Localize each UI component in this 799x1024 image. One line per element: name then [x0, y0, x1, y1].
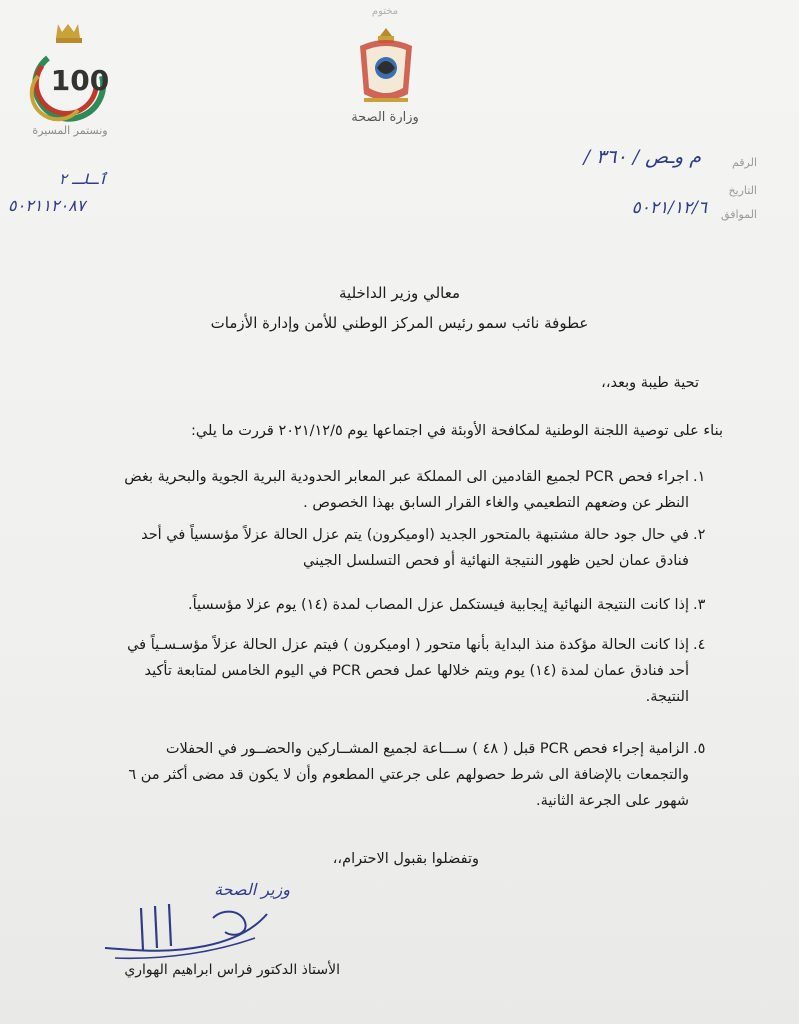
item-number: ٤. [693, 637, 706, 653]
item-number: ٥. [693, 741, 706, 757]
addressee-line1: معالي وزير الداخلية [339, 284, 460, 302]
item-number: ١. [693, 469, 706, 485]
list-item [109, 592, 706, 618]
item-text: اجراء فحص PCR لجميع القادمين الى المملكة عبر المعابر الحدودية البرية الجوية والبحرية بغض النظر عن وضعهم التطعيمي والغاء القرار السابق بهذا الخصوص . [124, 469, 689, 511]
list-item [109, 736, 706, 814]
corr-label: الموافق [721, 208, 757, 221]
handwritten-note-line1: ٱـلـ ٢ [59, 170, 107, 188]
signatory-name: الأستاذ الدكتور فراس ابراهيم الهواري [124, 962, 340, 978]
top-stamp: مختوم [371, 6, 399, 17]
addressee-line2: عطوفة نائب سمو رئيس المركز الوطني للأمن وإدارة الأزمات [210, 314, 589, 332]
closing-line: وتفضلوا بقبول الاحترام،، [332, 851, 479, 867]
item-text: إذا كانت النتيجة النهائية إيجابية فيستكمل عزل المصاب لمدة (١٤) يوم عزلا مؤسسياً. [188, 597, 689, 613]
list-item [109, 464, 706, 516]
centenary-logo-icon [18, 18, 120, 122]
greeting: تحية طيبة وبعد،، [601, 375, 699, 391]
signature-title: وزير الصحة [214, 880, 290, 899]
ministry-label: وزارة الصحة [351, 110, 419, 125]
centenary-number: 100 [50, 64, 110, 97]
coat-of-arms-icon [352, 24, 420, 108]
item-number: ٣. [693, 597, 706, 613]
list-item [109, 522, 706, 574]
signature-scribble-icon [95, 888, 285, 968]
corr-value: ٥٠٢١/١٢/٦ [631, 198, 707, 218]
item-text: الزامية إجراء فحص PCR قبل ( ٤٨ ) ســـاعة لجميع المشــاركين والحضــور في الحفلات والتجمعات بالإضافة الى شرط حصولهم على جرعتي المطعوم وأن لا يكون قد مضى أكثر من ٦ شهور على الجرعة الثانية. [128, 741, 689, 809]
handwritten-note-line2: ٥٠٢١١٢٠٨٧ [8, 196, 86, 215]
handwritten-note [8, 170, 158, 215]
intro-paragraph: بناء على توصية اللجنة الوطنية لمكافحة الأوبئة في اجتماعها يوم ٢٠٢١/١٢/٥ قررت ما يلي: [191, 423, 723, 439]
ref-label: الرقم [731, 156, 757, 169]
item-text: في حال جود حالة مشتبهة بالمتحور الجديد (اوميكرون) يتم عزل الحالة عزلاً مؤسسياً في أحد فنادق عمان لحين ظهور النتيجة النهائية أو فحص التسلسل الجيني [141, 527, 689, 569]
reference-block [537, 146, 757, 222]
item-number: ٢. [693, 527, 706, 543]
centenary-caption: ونستمر المسيرة [32, 124, 108, 137]
item-text: إذا كانت الحالة مؤكدة منذ البداية بأنها متحور ( اوميكرون ) فيتم عزل الحالة عزلاً مؤسـسـياً في أحد فنادق عمان لمدة (١٤) يوم ويتم خلالها عمل فحص PCR في اليوم الخامس لمتابعة تأكيد النتيجة. [127, 637, 689, 705]
date-label: التاريخ [728, 184, 757, 197]
list-item [109, 632, 706, 710]
ref-value: م وـص / ٣٦٠ / [583, 146, 701, 168]
